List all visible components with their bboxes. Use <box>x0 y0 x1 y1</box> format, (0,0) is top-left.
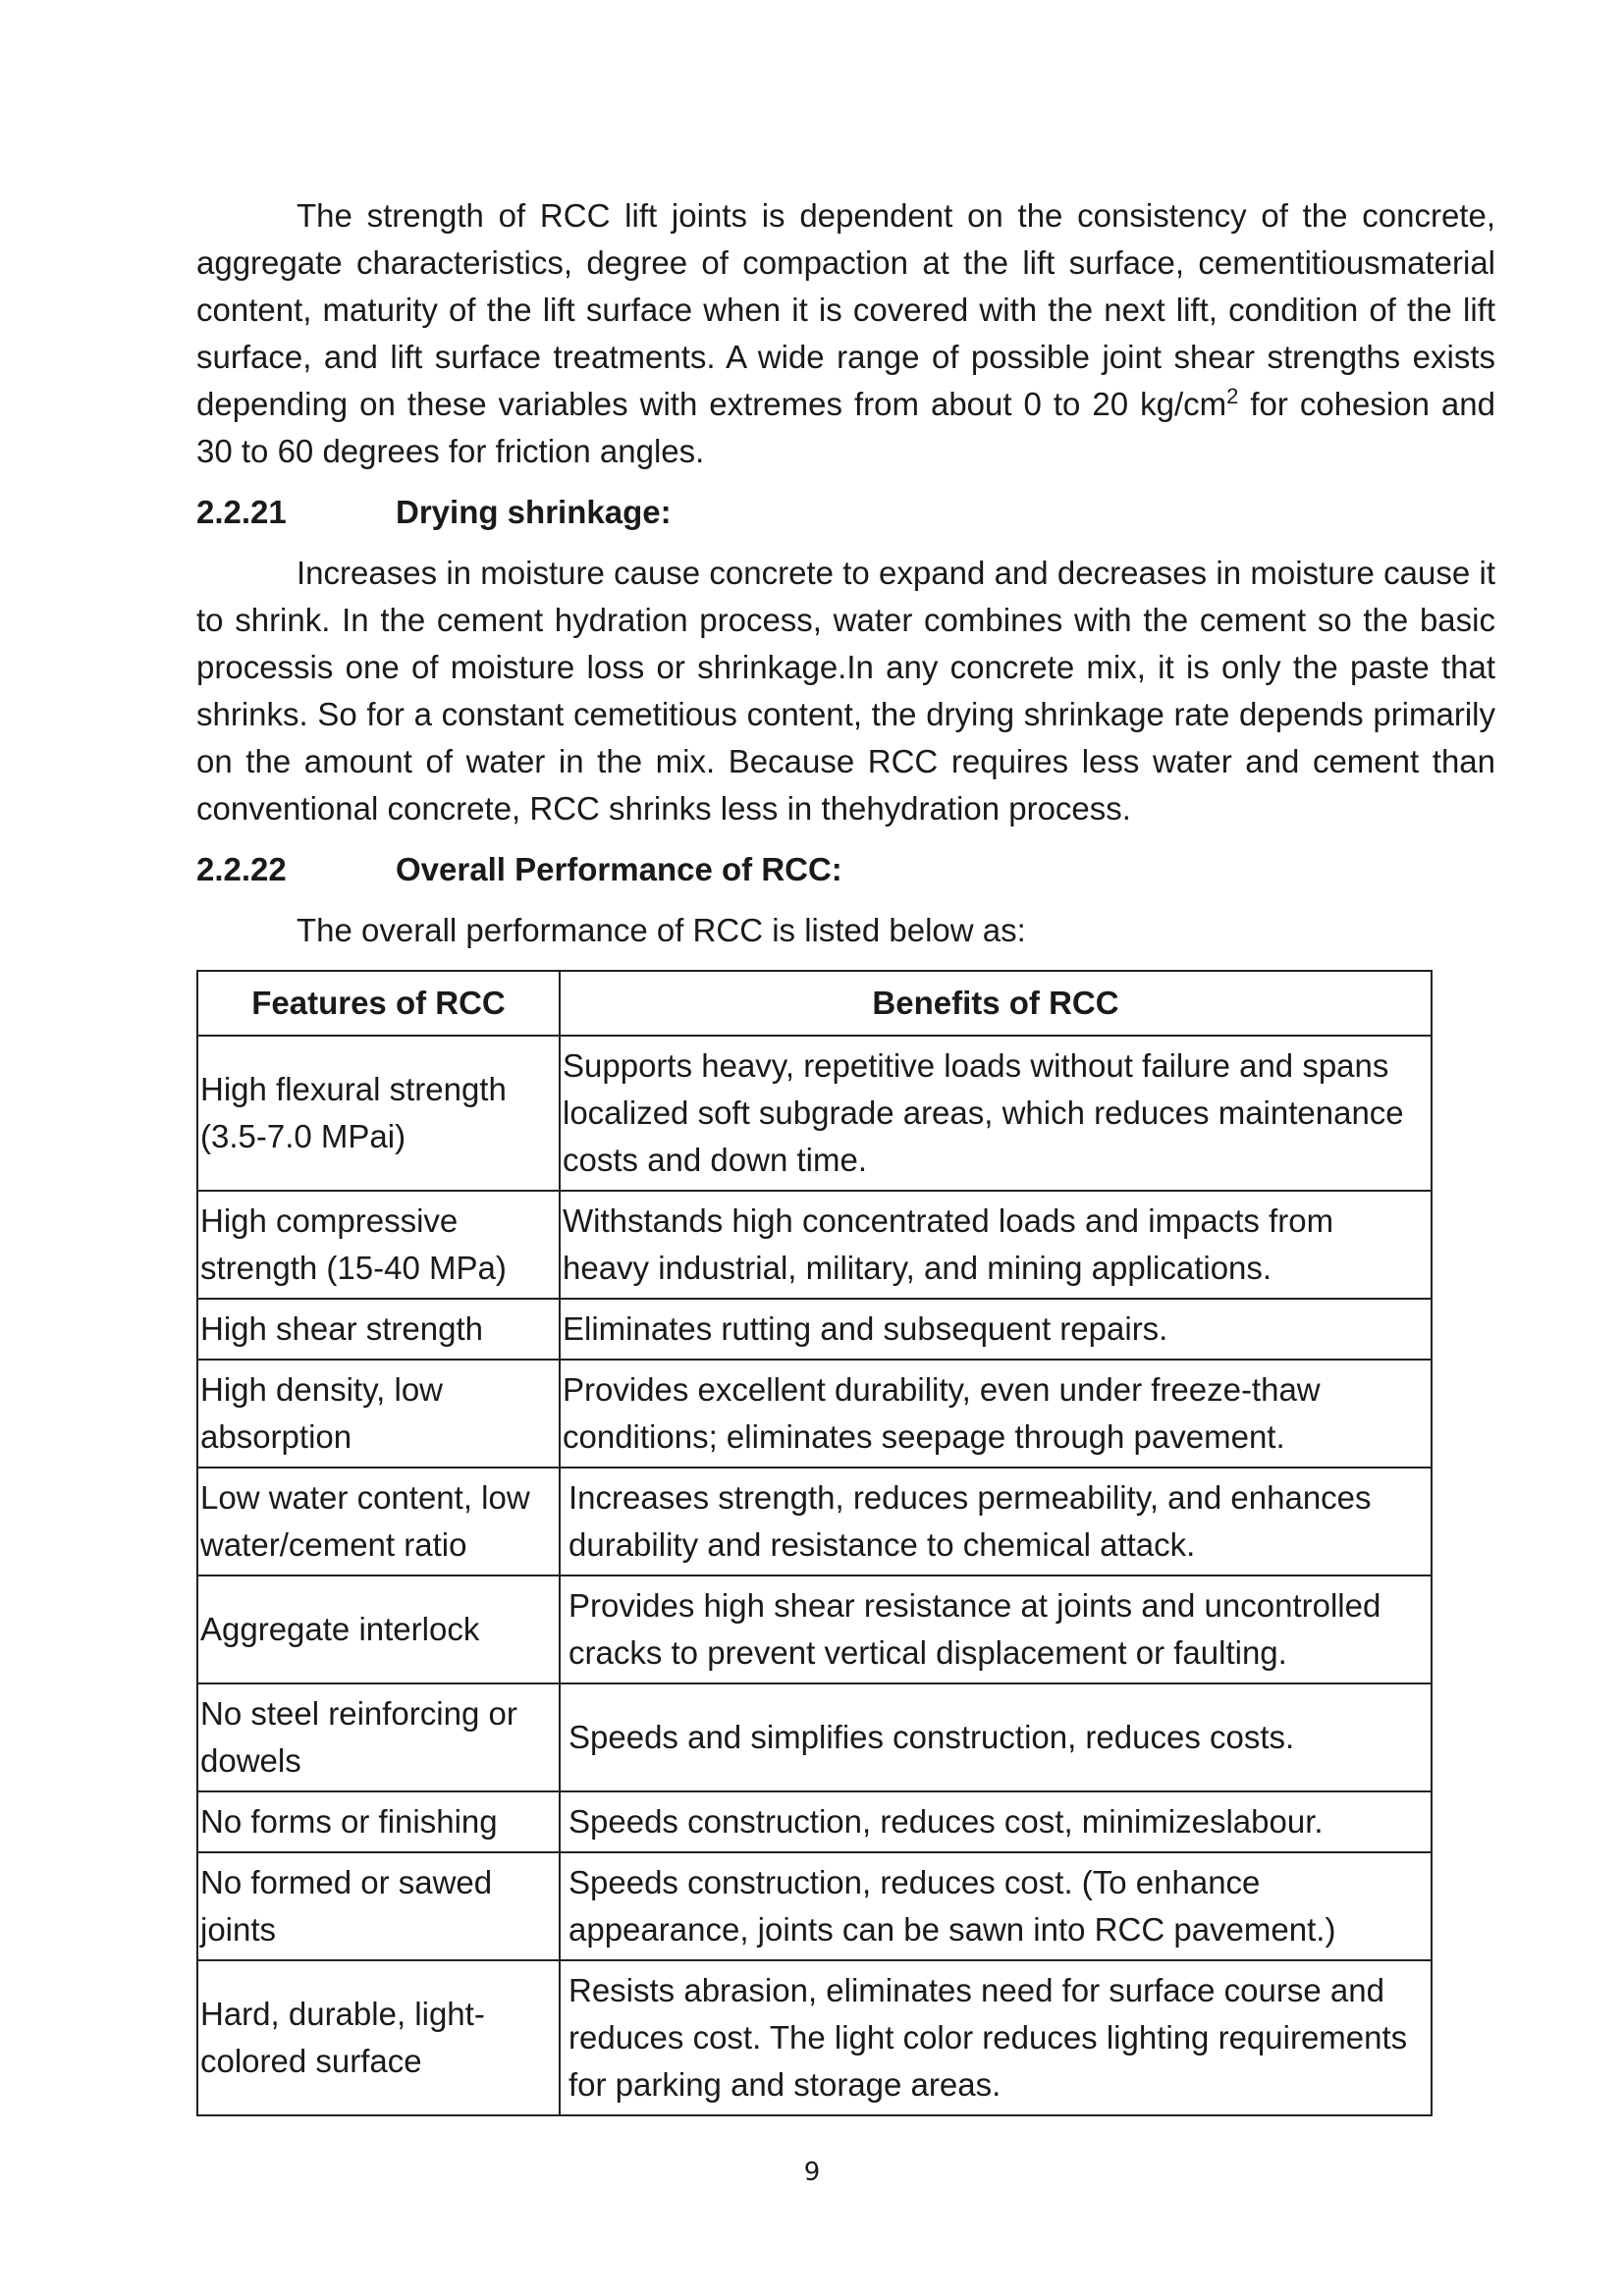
table-row <box>197 1791 1432 1852</box>
table-row <box>197 1299 1432 1360</box>
table-header-row <box>197 971 1432 1036</box>
benefit-cell: Increases strength, reduces permeability, and enhances durability and resistance to chemical attack. <box>560 1468 1432 1575</box>
document-page <box>196 192 1495 2116</box>
benefit-cell: Speeds and simplifies construction, reduces costs. <box>560 1683 1432 1791</box>
table-row <box>197 1360 1432 1468</box>
feature-cell: No steel reinforcing or dowels <box>197 1683 560 1791</box>
column-header-benefits: Benefits of RCC <box>560 971 1432 1036</box>
table-row <box>197 1575 1432 1683</box>
table-row <box>197 1191 1432 1299</box>
feature-cell: High density, low absorption <box>197 1360 560 1468</box>
rcc-performance-table <box>196 970 1433 2116</box>
table-row <box>197 1468 1432 1575</box>
section-title: Overall Performance of RCC: <box>396 851 842 887</box>
column-header-features: Features of RCC <box>197 971 560 1036</box>
feature-cell: Hard, durable, light-colored surface <box>197 1960 560 2115</box>
benefit-cell: Speeds construction, reduces cost, minimizeslabour. <box>560 1791 1432 1852</box>
benefit-cell: Withstands high concentrated loads and impacts from heavy industrial, military, and mining applications. <box>560 1191 1432 1299</box>
section-heading-2222 <box>196 846 1495 893</box>
feature-cell: High shear strength <box>197 1299 560 1360</box>
feature-cell: High flexural strength (3.5-7.0 MPai) <box>197 1036 560 1191</box>
feature-cell: No formed or sawed joints <box>197 1852 560 1960</box>
drying-shrinkage-paragraph: Increases in moisture cause concrete to expand and decreases in moisture cause it to shrink. In the cement hydration process, water combines with the cement so the basic processis one of moisture loss or shrinkage.In any concrete mix, it is only the paste that shrinks. So for a constant cemetitious content, the drying shrinkage rate depends primarily on the amount of water in the mix. Because RCC requires less water and cement than conventional concrete, RCC shrinks less in thehydration process. <box>196 555 1495 827</box>
feature-cell: No forms or finishing <box>197 1791 560 1852</box>
superscript: 2 <box>1226 384 1239 408</box>
benefit-cell: Provides high shear resistance at joints and uncontrolled cracks to prevent vertical displacement or faulting. <box>560 1575 1432 1683</box>
benefit-cell: Resists abrasion, eliminates need for surface course and reduces cost. The light color reduces lighting requirements for parking and storage areas. <box>560 1960 1432 2115</box>
feature-cell: High compressive strength (15-40 MPa) <box>197 1191 560 1299</box>
feature-cell: Low water content, low water/cement ratio <box>197 1468 560 1575</box>
table-lead-text: The overall performance of RCC is listed below as: <box>297 912 1026 948</box>
section-number: 2.2.21 <box>196 494 287 530</box>
feature-cell: Aggregate interlock <box>197 1575 560 1683</box>
table-row <box>197 1960 1432 2115</box>
benefit-cell: Provides excellent durability, even under freeze-thaw conditions; eliminates seepage through pavement. <box>560 1360 1432 1468</box>
page-number: 9 <box>803 2158 821 2187</box>
section-heading-2221 <box>196 489 1495 536</box>
section-title: Drying shrinkage: <box>396 494 672 530</box>
intro-text-1: The strength of RCC lift joints is dependent on the consistency of the concrete, aggregate characteristics, degree of compaction at the lift surface, cementitiousmaterial content, maturity of the lift surface when it is covered with the next lift, condition of the lift surface, and lift surface treatments. A wide range of possible joint shear strengths exists depending on these variables with extremes from about 0 to 20 kg/cm <box>196 197 1495 422</box>
table-row <box>197 1852 1432 1960</box>
benefit-cell: Eliminates rutting and subsequent repairs. <box>560 1299 1432 1360</box>
benefit-cell: Speeds construction, reduces cost. (To enhance appearance, joints can be sawn into RCC pavement.) <box>560 1852 1432 1960</box>
table-row <box>197 1683 1432 1791</box>
section-number: 2.2.22 <box>196 851 287 887</box>
table-row <box>197 1036 1432 1191</box>
benefit-cell: Supports heavy, repetitive loads without failure and spans localized soft subgrade areas, which reduces maintenance costs and down time. <box>560 1036 1432 1191</box>
intro-text-2: for cohesion and 30 to 60 degrees for friction angles. <box>196 386 1495 469</box>
intro-paragraph <box>196 192 1495 475</box>
